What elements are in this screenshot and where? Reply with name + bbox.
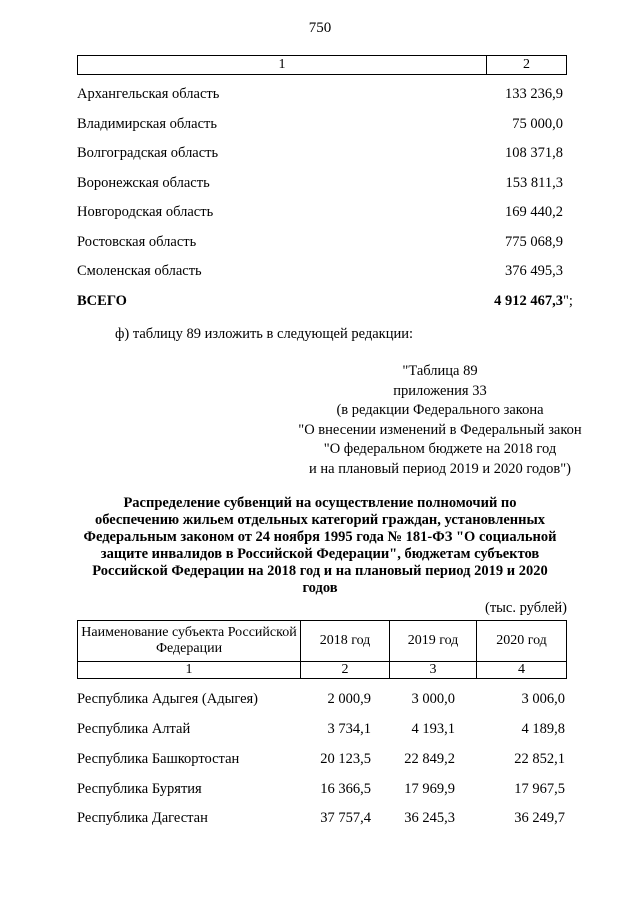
region-name: Волгоградская область (77, 145, 219, 161)
region-name: Воронежская область (77, 175, 210, 191)
value-2020: 36 249,7 (514, 810, 565, 826)
note-line: "О федеральном бюджете на 2018 год (323, 441, 557, 457)
total-suffix: "; (563, 293, 573, 309)
table1-header-col-2: 2 (523, 57, 530, 72)
region-name: Владимирская область (77, 116, 217, 132)
table2-colnum-3: 3 (390, 662, 477, 679)
table2-row (77, 691, 567, 715)
value-2019: 3 000,0 (411, 691, 455, 707)
table2-row (77, 781, 567, 805)
table2-header-2020: 2020 год (477, 621, 567, 662)
region-value: 376 495,3 (505, 263, 563, 279)
heading-line: Российской Федерации на 2018 год и на плановый период 2019 и 2020 (92, 563, 548, 579)
value-2019: 22 849,2 (404, 751, 455, 767)
table1-row (77, 234, 587, 256)
subject-name: Республика Адыгея (Адыгея) (77, 691, 259, 707)
units-label: (тыс. рублей) (485, 600, 567, 616)
table2-header-2018: 2018 год (301, 621, 390, 662)
subject-name: Республика Дагестан (77, 810, 208, 826)
region-value: 133 236,9 (505, 86, 563, 102)
value-2019: 4 193,1 (411, 721, 455, 737)
subject-name: Республика Алтай (77, 721, 191, 737)
table1-total-row (77, 293, 587, 315)
value-2019: 17 969,9 (404, 781, 455, 797)
region-value: 108 371,8 (505, 145, 563, 161)
table2-colnum-1: 1 (78, 662, 301, 679)
heading-line: Распределение субвенций на осуществление полномочий по (123, 495, 517, 511)
region-value: 153 811,3 (505, 175, 563, 191)
table1-row (77, 116, 587, 138)
heading-line: обеспечению жильем отдельных категорий граждан, установленных (94, 512, 546, 528)
value-2019: 36 245,3 (404, 810, 455, 826)
heading-line: Федеральным законом от 24 ноября 1995 года № 181-ФЗ "О социальной (83, 529, 557, 545)
section-heading (60, 495, 580, 597)
table1-header-col-1: 1 (78, 56, 487, 74)
region-value: 169 440,2 (505, 204, 563, 220)
table2-header-name: Наименование субъекта Российской Федерации (78, 621, 301, 662)
table-note (250, 362, 630, 479)
table1-row (77, 145, 587, 167)
table2-row (77, 810, 567, 834)
table1-row (77, 175, 587, 197)
table1-row (77, 204, 587, 226)
subject-name: Республика Башкортостан (77, 751, 240, 767)
page-number: 750 (308, 20, 332, 36)
region-name: Архангельская область (77, 86, 220, 102)
region-name: Новгородская область (77, 204, 214, 220)
amendment-paragraph: ф) таблицу 89 изложить в следующей редакции: (115, 326, 414, 342)
note-line: "Таблица 89 (402, 363, 478, 379)
table1-row (77, 86, 587, 108)
total-number: 4 912 467,3 (494, 293, 563, 309)
value-2020: 17 967,5 (514, 781, 565, 797)
value-2018: 20 123,5 (320, 751, 371, 767)
total-label: ВСЕГО (77, 293, 127, 309)
table2-header-2019: 2019 год (390, 621, 477, 662)
region-value: 775 068,9 (505, 234, 563, 250)
value-2020: 4 189,8 (521, 721, 565, 737)
subject-name: Республика Бурятия (77, 781, 202, 797)
region-name: Ростовская область (77, 234, 197, 250)
table2-colnum-2: 2 (301, 662, 390, 679)
table2-row (77, 721, 567, 745)
note-line: приложения 33 (393, 382, 487, 399)
value-2018: 37 757,4 (320, 810, 371, 826)
heading-line: защите инвалидов в Российской Федерации", бюджетам субъектов (100, 546, 540, 562)
table1-header (77, 55, 567, 75)
value-2018: 2 000,9 (327, 691, 371, 707)
value-2018: 16 366,5 (320, 781, 371, 797)
table2-colnum-4: 4 (477, 662, 567, 679)
heading-line: годов (302, 580, 338, 596)
note-line: "О внесении изменений в Федеральный закон (298, 421, 582, 438)
region-name: Смоленская область (77, 263, 202, 279)
value-2020: 3 006,0 (521, 691, 565, 707)
table2-header (77, 620, 567, 679)
total-value (494, 293, 573, 310)
note-line: и на плановый период 2019 и 2020 годов") (309, 460, 571, 477)
value-2018: 3 734,1 (327, 721, 371, 737)
note-line: (в редакции Федерального закона (336, 402, 544, 418)
table1-row (77, 263, 587, 285)
region-value: 75 000,0 (512, 116, 563, 132)
value-2020: 22 852,1 (514, 751, 565, 767)
table2-row (77, 751, 567, 775)
